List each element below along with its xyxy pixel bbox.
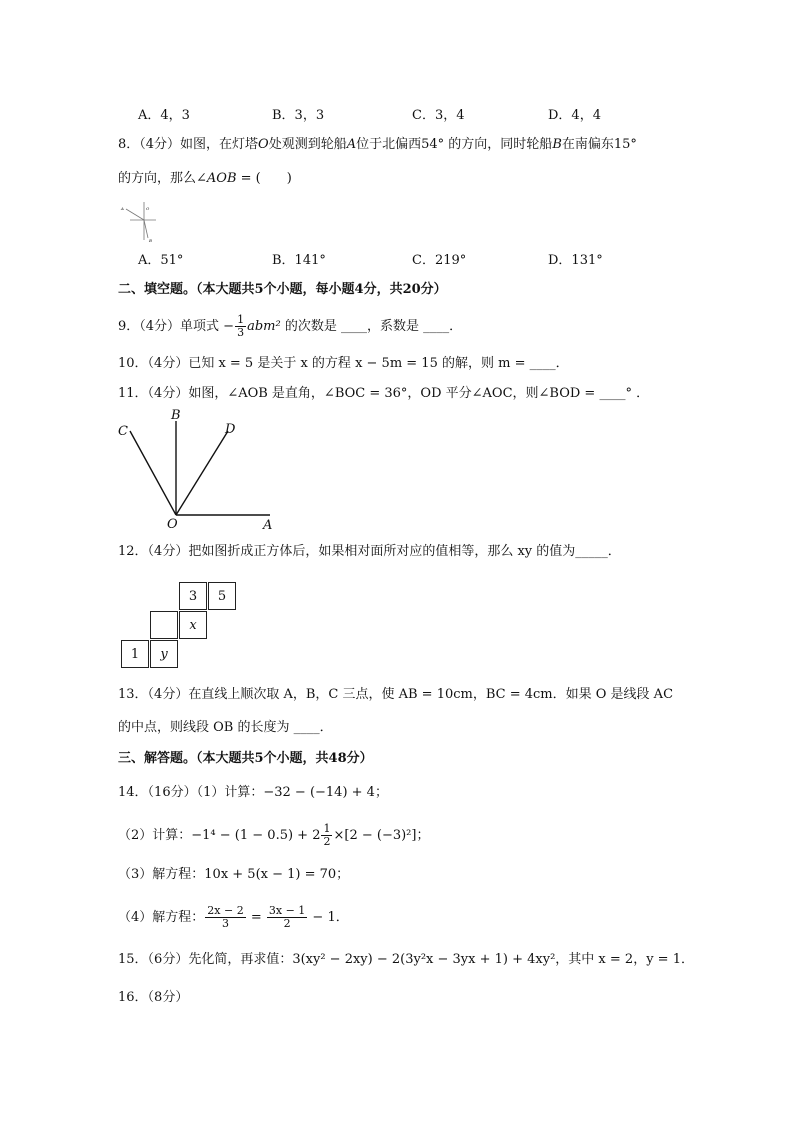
q8-option-a: A．51° — [138, 253, 184, 268]
q11: 11．（4分）如图，∠AOB 是直角，∠BOC = 36°，OD 平分∠AOC，则∠BOD = ____° ． — [118, 386, 650, 401]
q8-line2: 的方向，那么∠AOB = ( ) — [118, 171, 292, 186]
q14-part1: 14．（16分）（1）计算：−32 − (−14) + 4； — [118, 785, 388, 800]
q7-option-c: C．3，4 — [412, 108, 465, 123]
q8-fig-label-a: A — [121, 206, 124, 211]
section-3-heading: 三、解答题。（本大题共5个小题，共48分） — [118, 751, 373, 766]
q8-fig-label-o: O — [146, 206, 150, 211]
q8-ray-ob — [144, 220, 148, 238]
q12-cell-5: 5 — [208, 582, 236, 610]
q11-ray-od — [176, 431, 228, 515]
q8-fig-label-b: B — [149, 238, 152, 243]
section-2-heading: 二、填空题。（本大题共5个小题，每小题4分，共20分） — [118, 282, 447, 297]
q8-compass-figure — [118, 200, 158, 244]
q8-option-b: B．141° — [272, 253, 326, 268]
q14-part2: （2）计算：−1⁴ − (1 − 0.5) + 2 $\frac{1}{2}$ ×[2 − (−3)²]； — [118, 822, 430, 848]
q11-ray-oc — [130, 431, 176, 515]
q12: 12．（4分）把如图折成正方体后，如果相对面所对应的值相等，那么 xy 的值为_____． — [118, 544, 621, 559]
q11-label-a: A — [263, 518, 273, 533]
q14-mixed-fraction: $\frac{1}{2}$ — [323, 822, 331, 848]
q7-option-d: D．4，4 — [548, 108, 601, 123]
q12-cell-1: 1 — [121, 640, 149, 668]
q14-part3: （3）解方程：10x + 5(x − 1) = 70； — [118, 867, 350, 882]
q13-line2: 的中点，则线段 OB 的长度为 ____． — [118, 720, 333, 735]
q12-cell-y: y — [150, 640, 178, 668]
q12-cell-3: 3 — [179, 582, 207, 610]
q10: 10．（4分）已知 x = 5 是关于 x 的方程 x − 5m = 15 的解，则 m = ____． — [118, 356, 569, 371]
q7-option-a: A．4，3 — [138, 108, 190, 123]
q8-ray-oa — [126, 209, 144, 220]
q7-option-b: B．3，3 — [272, 108, 325, 123]
q12-cell-blank-1 — [150, 611, 178, 639]
q15: 15．（6分）先化简，再求值：3(xy² − 2xy) − 2(3y²x − 3yx + 1) + 4xy²，其中 x = 2，y = 1． — [118, 952, 694, 967]
q8-option-d: D．131° — [548, 253, 603, 268]
q14-fraction-left: $\frac{2x - 2}{3}$ — [207, 904, 244, 930]
q16: 16．（8分） — [118, 990, 189, 1005]
q12-cell-x: x — [179, 611, 207, 639]
q14-part4: （4）解方程： $\frac{2x - 2}{3}$ = $\frac{3x - 1}{2}$ − 1． — [118, 904, 349, 930]
q11-angle-figure — [110, 405, 290, 533]
q13-line1: 13．（4分）在直线上顺次取 A，B，C 三点，使 AB = 10cm，BC = 4cm．如果 O 是线段 AC — [118, 687, 674, 702]
q8-option-c: C．219° — [412, 253, 467, 268]
q8-line1: 8．（4分）如图，在灯塔O处观测到轮船A位于北偏西54° 的方向，同时轮船B在南偏东15° — [118, 137, 637, 152]
q9: 9．（4分）单项式 − $\frac{1}{3}$ abm² 的次数是 ____，系数是 ____． — [118, 313, 463, 339]
q9-fraction: $\frac{1}{3}$ — [237, 313, 245, 339]
q11-label-b: B — [171, 408, 181, 423]
q14-fraction-right: $\frac{3x - 1}{2}$ — [268, 904, 306, 930]
q11-label-d: D — [225, 422, 236, 437]
q11-label-o: O — [167, 517, 178, 532]
q11-label-c: C — [118, 424, 128, 439]
